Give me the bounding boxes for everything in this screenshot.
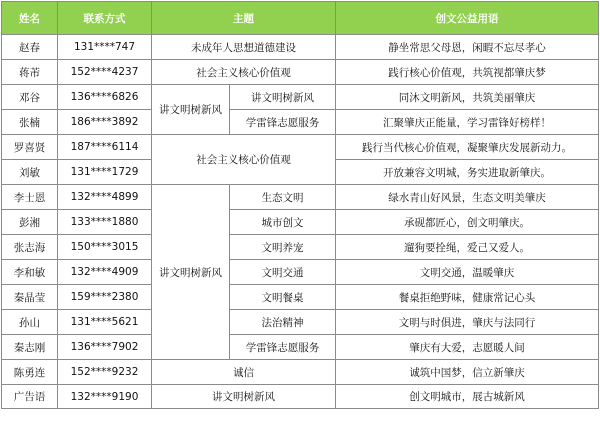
theme-sub-cell: 文明交通 [230,260,336,285]
theme-sub-cell: 文明养宠 [230,235,336,260]
theme-sub-cell: 学雷锋志愿服务 [230,335,336,360]
table-row [2,135,599,160]
contact-cell: 131****5621 [58,310,152,335]
table-row [2,335,599,360]
slogan-cell: 诚筑中国梦，信立新肇庆 [336,360,599,385]
table-row [2,60,599,85]
name-cell: 邓谷 [2,85,58,110]
name-cell: 赵春 [2,35,58,60]
contact-cell: 152****4237 [58,60,152,85]
table-row [2,285,599,310]
contact-cell: 131****747 [58,35,152,60]
name-cell: 秦志刚 [2,335,58,360]
name-cell: 广告语 [2,385,58,409]
slogan-cell: 承砚都匠心，创文明肇庆。 [336,210,599,235]
name-cell: 孙山 [2,310,58,335]
contact-cell: 136****7902 [58,335,152,360]
name-cell: 李和敏 [2,260,58,285]
contact-cell: 187****6114 [58,135,152,160]
header-row [2,2,599,35]
contact-cell: 132****4899 [58,185,152,210]
theme-sub-cell: 生态文明 [230,185,336,210]
name-cell: 蒋芾 [2,60,58,85]
contact-cell: 133****1880 [58,210,152,235]
header-theme: 主题 [152,2,336,35]
slogan-cell: 文明交通，温暖肇庆 [336,260,599,285]
name-cell: 张志海 [2,235,58,260]
slogan-cell: 静坐常思父母恩，闲暇不忘尽孝心 [336,35,599,60]
slogan-cell: 餐桌拒绝野味，健康常记心头 [336,285,599,310]
contact-cell: 132****4909 [58,260,152,285]
theme-sub-cell: 法治精神 [230,310,336,335]
slogan-cell: 开放兼容文明城，务实进取新肇庆。 [336,160,599,185]
theme-cell: 未成年人思想道德建设 [152,35,336,60]
name-cell: 罗喜贤 [2,135,58,160]
theme-cell: 讲文明树新风 [152,385,336,409]
slogan-cell: 践行当代核心价值观，凝聚肇庆发展新动力。 [336,135,599,160]
slogan-table [1,1,599,409]
slogan-cell: 同沐文明新风，共筑美丽肇庆 [336,85,599,110]
name-cell: 彭湘 [2,210,58,235]
table-row [2,385,599,409]
theme-cell: 社会主义核心价值观 [152,135,336,185]
table-row [2,260,599,285]
header-contact: 联系方式 [58,2,152,35]
table-row [2,110,599,135]
slogan-cell: 遛狗要拴绳，爱己又爱人。 [336,235,599,260]
slogan-cell: 践行核心价值观，共筑视都肇庆梦 [336,60,599,85]
name-cell: 李士恩 [2,185,58,210]
contact-cell: 159****2380 [58,285,152,310]
table-row [2,185,599,210]
header-name: 姓名 [2,2,58,35]
contact-cell: 131****1729 [58,160,152,185]
table-row [2,360,599,385]
header-slogan: 创文公益用语 [336,2,599,35]
table-row [2,35,599,60]
theme-main-cell: 讲文明树新风 [152,185,230,360]
slogan-cell: 绿水青山好风景，生态文明美肇庆 [336,185,599,210]
theme-sub-cell: 学雷锋志愿服务 [230,110,336,135]
contact-cell: 152****9232 [58,360,152,385]
theme-main-cell: 讲文明树新风 [152,85,230,135]
slogan-cell: 创文明城市，展古城新风 [336,385,599,409]
name-cell: 刘敏 [2,160,58,185]
slogan-cell: 肇庆有大爱，志愿暖人间 [336,335,599,360]
table-row [2,310,599,335]
slogan-cell: 文明与时俱进，肇庆与法同行 [336,310,599,335]
name-cell: 陈勇连 [2,360,58,385]
contact-cell: 186****3892 [58,110,152,135]
theme-sub-cell: 城市创文 [230,210,336,235]
name-cell: 张楠 [2,110,58,135]
theme-sub-cell: 讲文明树新风 [230,85,336,110]
theme-sub-cell: 文明餐桌 [230,285,336,310]
contact-cell: 136****6826 [58,85,152,110]
table-row [2,210,599,235]
theme-cell: 社会主义核心价值观 [152,60,336,85]
table-row [2,235,599,260]
theme-cell: 诚信 [152,360,336,385]
name-cell: 秦晶莹 [2,285,58,310]
slogan-cell: 汇聚肇庆正能量，学习雷锋好榜样！ [336,110,599,135]
contact-cell: 150****3015 [58,235,152,260]
table-row [2,85,599,110]
contact-cell: 132****9190 [58,385,152,409]
